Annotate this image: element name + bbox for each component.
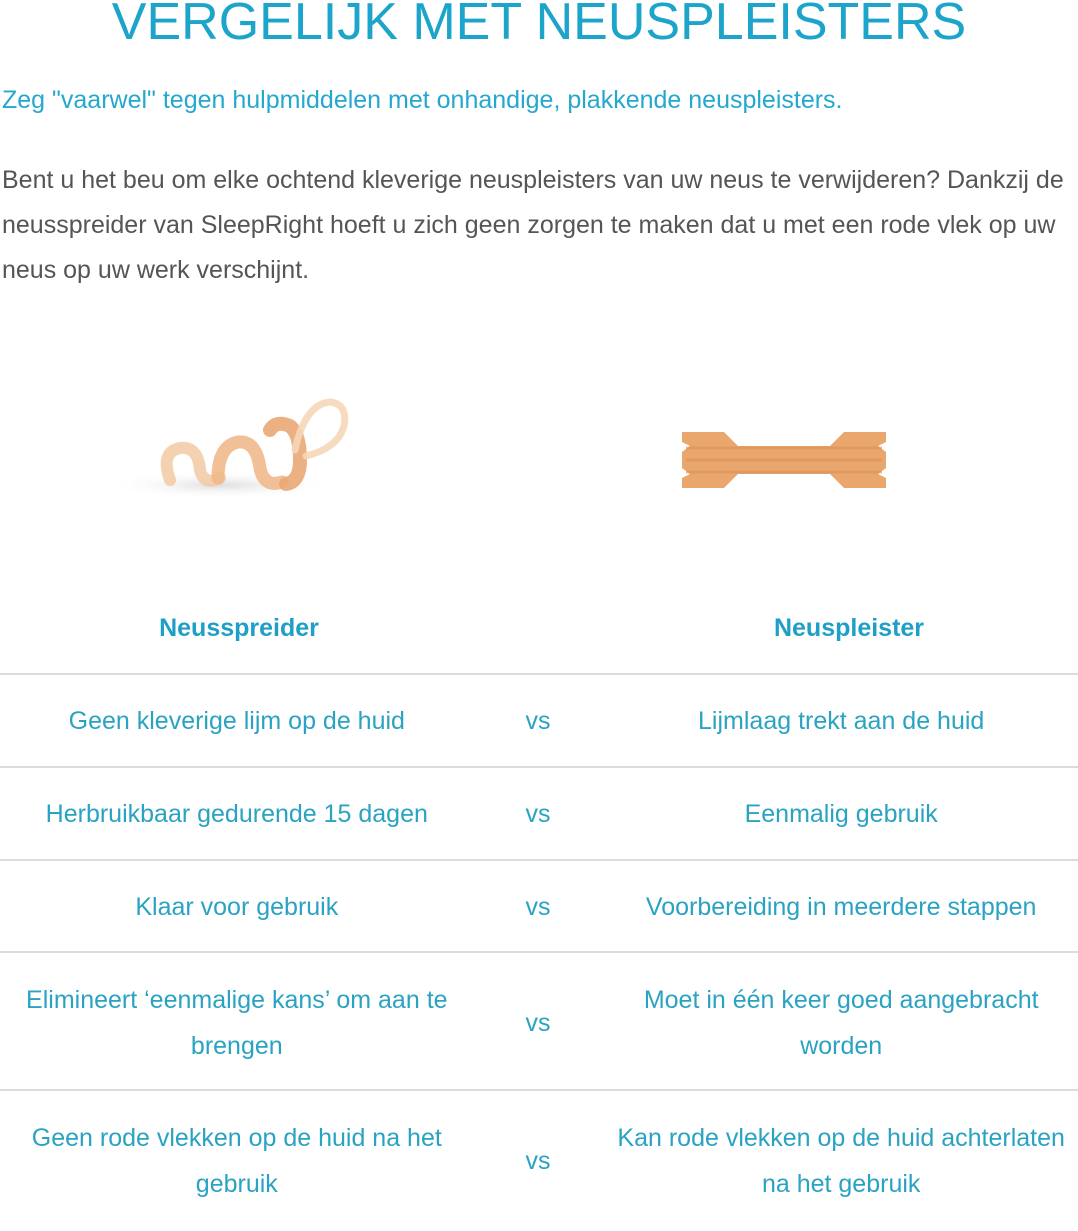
comparison-row: [0, 861, 1078, 953]
comparison-row: [0, 953, 1078, 1093]
nasal-dilator-feature: Geen kleverige lijm op de huid: [68, 707, 405, 735]
page-title: VERGELIJK MET NEUSPLEISTERS: [111, 0, 967, 51]
nasal-dilator-feature: Geen rode vlekken op de huid na het gebruik: [31, 1124, 442, 1198]
nasal-dilator-feature: Elimineert ‘eenmalige kans’ om aan te brengen: [26, 986, 448, 1060]
vs-label: vs: [525, 800, 551, 828]
nasal-strip-feature: Eenmalig gebruik: [744, 800, 938, 828]
vs-label: vs: [525, 1009, 551, 1037]
comparison-row: [0, 1091, 1078, 1231]
nasal-strip-image: [676, 422, 892, 498]
vs-label: vs: [525, 893, 551, 921]
vs-label: vs: [525, 707, 551, 735]
nasal-strip-feature: Kan rode vlekken op de huid achterlaten na het gebruik: [617, 1124, 1065, 1198]
nasal-strip-feature: Lijmlaag trekt aan de huid: [698, 707, 985, 735]
column-header-neuspleister: Neuspleister: [773, 614, 925, 642]
nasal-strip-feature: Moet in één keer goed aangebracht worden: [643, 986, 1039, 1060]
comparison-row: [0, 768, 1078, 860]
subtitle: Zeg "vaarwel" tegen hulpmiddelen met onhandige, plakkende neuspleisters.: [2, 86, 843, 114]
vs-label: vs: [525, 1147, 551, 1175]
comparison-row: [0, 675, 1078, 767]
nasal-strip-feature: Voorbereiding in meerdere stappen: [645, 893, 1037, 921]
nasal-dilator-image: [100, 390, 360, 510]
column-header-neusspreider: Neusspreider: [159, 614, 319, 642]
nasal-dilator-feature: Herbruikbaar gedurende 15 dagen: [45, 800, 428, 828]
intro-paragraph: Bent u het beu om elke ochtend kleverige neuspleisters van uw neus te verwijderen? Dankzij de neusspreider van SleepRight hoeft u zich geen zorgen te maken dat u met een rode vlek op uw neus op uw werk verschijnt.: [2, 166, 1064, 284]
nasal-dilator-feature: Klaar voor gebruik: [135, 893, 339, 921]
